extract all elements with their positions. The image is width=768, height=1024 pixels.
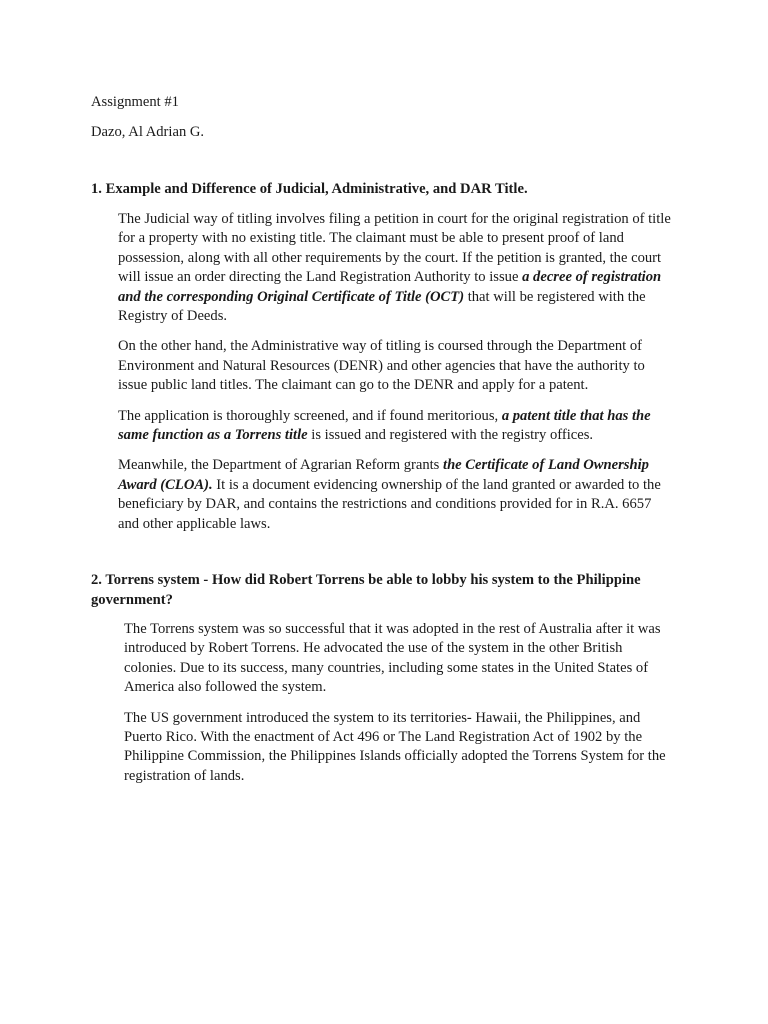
emphasis-text: a decree of registration and the corresponding Original Certificate of Title (OCT)	[118, 269, 662, 305]
assignment-title: Assignment #1	[91, 94, 179, 110]
question-2-answer	[124, 620, 672, 797]
paragraph-text: that will be registered with the Registry of Deeds.	[118, 288, 646, 325]
paragraph-text: It is a document evidencing ownership of the land granted or awarded to the beneficiary by DAR, and contains the restrictions and conditions provided for in R.A. 6657 and other applicable laws.	[118, 476, 661, 532]
paragraph-torrens-success: The Torrens system was so successful that it was adopted in the rest of Australia after it was introduced by Robert Torrens. He advocated the use of the system in the other British colonies. Due to its success, many countries, including some states in the United States of America also followed the system.	[124, 621, 661, 696]
paragraph-torrens-philippines: The US government introduced the system to its territories- Hawaii, the Philippines, and Puerto Rico. With the enactment of Act 496 or The Land Registration Act of 1902 by the Philippine Commission, the Philippines Islands officially adopted the Torrens System for the registration of lands.	[124, 709, 666, 784]
paragraph-administrative: On the other hand, the Administrative way of titling is coursed through the Department of Environment and Natural Resources (DENR) and other agencies that have the authority to issue public land titles. The claimant can go to the DENR and apply for a patent.	[118, 338, 645, 394]
paragraph-text: is issued and registered with the registry offices.	[307, 427, 594, 444]
question-1-heading: 1. Example and Difference of Judicial, Administrative, and DAR Title.	[91, 181, 528, 197]
author-name: Dazo, Al Adrian G.	[91, 124, 205, 140]
paragraph-dar	[118, 456, 674, 534]
emphasis-text: a patent title that has the same function as a Torrens title	[118, 407, 651, 444]
paragraph-text: The Judicial way of titling involves filing a petition in court for the original registration of title for a property with no existing title. The claimant must be able to present proof of land possession, along with all other requirements by the court. If the petition is granted, the court will issue an order directing the Land Registration Authority to issue	[118, 211, 671, 286]
paragraph-application	[118, 407, 674, 446]
question-2-heading: 2. Torrens system - How did Robert Torrens be able to lobby his system to the Philippine government?	[91, 572, 641, 608]
question-1-answer	[118, 210, 674, 545]
paragraph-text: The application is thoroughly screened, and if found meritorious,	[118, 407, 502, 424]
emphasis-text: the Certificate of Land Ownership Award (CLOA).	[118, 457, 649, 493]
paragraph-judicial	[118, 210, 674, 326]
paragraph-text: Meanwhile, the Department of Agrarian Reform grants	[118, 457, 444, 474]
